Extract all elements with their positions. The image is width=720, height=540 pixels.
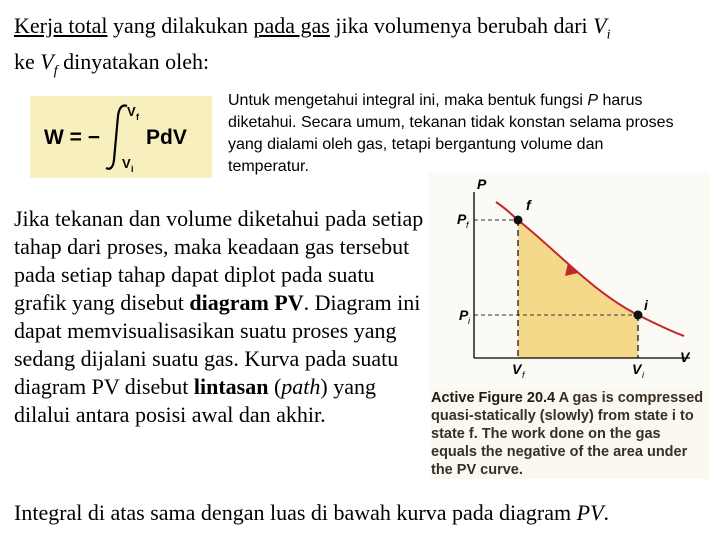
formula-upper-limit: V xyxy=(127,104,136,119)
pi-label: P xyxy=(459,307,469,323)
formula-integrand: PdV xyxy=(146,126,187,149)
body-text-2: . Diagram ini dapat memvisualisasikan suatu proses yang sedang dijalani suatu gas. Kurva pada suatu diagram PV disebut xyxy=(14,290,421,399)
note-text-2: harus diketahui. Secara umum, tekanan tidak konstan selama proses yang dialami oleh gas, tetapi bergantung volume dan temperatur. xyxy=(228,92,674,175)
intro-paragraph xyxy=(14,12,709,85)
formula-lower-subscript: i xyxy=(131,164,134,174)
note-paragraph xyxy=(228,90,688,178)
point-i xyxy=(634,311,643,320)
intro-text-2: jika volumenya berubah dari xyxy=(329,13,594,38)
work-formula xyxy=(30,96,212,178)
note-p-symbol: P xyxy=(587,92,598,109)
pv-diagram xyxy=(428,172,710,394)
kerja-total-text: Kerja total xyxy=(14,13,108,38)
vi-axis-label: V xyxy=(632,361,642,377)
caption-label: Active Figure 20.4 xyxy=(431,390,556,406)
footer-text-2: . xyxy=(603,500,610,525)
area-under-curve xyxy=(518,220,638,358)
footer-pv: PV xyxy=(576,500,604,525)
formula-lhs: W = − xyxy=(44,126,101,149)
path-text: path xyxy=(281,374,321,399)
vf-axis-label: V xyxy=(512,361,522,377)
lintasan-text: lintasan xyxy=(193,374,269,399)
x-axis-label: V xyxy=(680,349,690,365)
intro-text-3: ke xyxy=(14,49,41,75)
footer-text-1: Integral di atas sama dengan luas di bawah kurva pada diagram xyxy=(14,500,577,525)
body-paragraph xyxy=(14,205,424,429)
note-text-1: Untuk mengetahui integral ini, maka bentuk fungsi xyxy=(228,92,588,109)
pf-label: P xyxy=(457,211,467,227)
body-text-1: Jika tekanan dan volume diketahui pada setiap tahap dari proses, maka keadaan gas tersebut pada setiap tahap dapat diplot pada suatu grafik yang disebut xyxy=(14,206,424,315)
y-axis-label: P xyxy=(477,176,487,192)
point-f xyxy=(514,216,523,225)
intro-text-4: dinyatakan oleh: xyxy=(57,49,210,75)
point-i-label: i xyxy=(644,297,648,313)
point-f-label: f xyxy=(526,197,531,213)
vi-subscript: i xyxy=(606,27,611,43)
figure-caption xyxy=(431,389,709,479)
body-text-3: ( xyxy=(268,374,282,399)
vf-subscript: f xyxy=(53,63,58,79)
diagram-pv-text: diagram PV xyxy=(189,290,304,315)
vf-symbol: V xyxy=(40,49,54,75)
pada-gas-text: pada gas xyxy=(253,13,330,38)
body-text-4: ) yang dilalui antara posisi awal dan akhir. xyxy=(14,374,376,427)
formula-upper-subscript: f xyxy=(136,112,139,122)
footer-paragraph xyxy=(14,499,704,527)
intro-text-1: yang dilakukan xyxy=(107,13,254,38)
pi-subscript: i xyxy=(468,316,470,326)
caption-text: A gas is compressed quasi-statically (slowly) from state i to state f. The work done on the gas equals the negative of the area under the PV curve. xyxy=(431,390,704,478)
vi-axis-subscript: i xyxy=(642,370,644,380)
pf-subscript: f xyxy=(466,220,469,230)
vf-axis-subscript: f xyxy=(522,370,525,380)
vi-symbol: V xyxy=(593,13,607,38)
formula-lower-limit: V xyxy=(122,156,131,171)
